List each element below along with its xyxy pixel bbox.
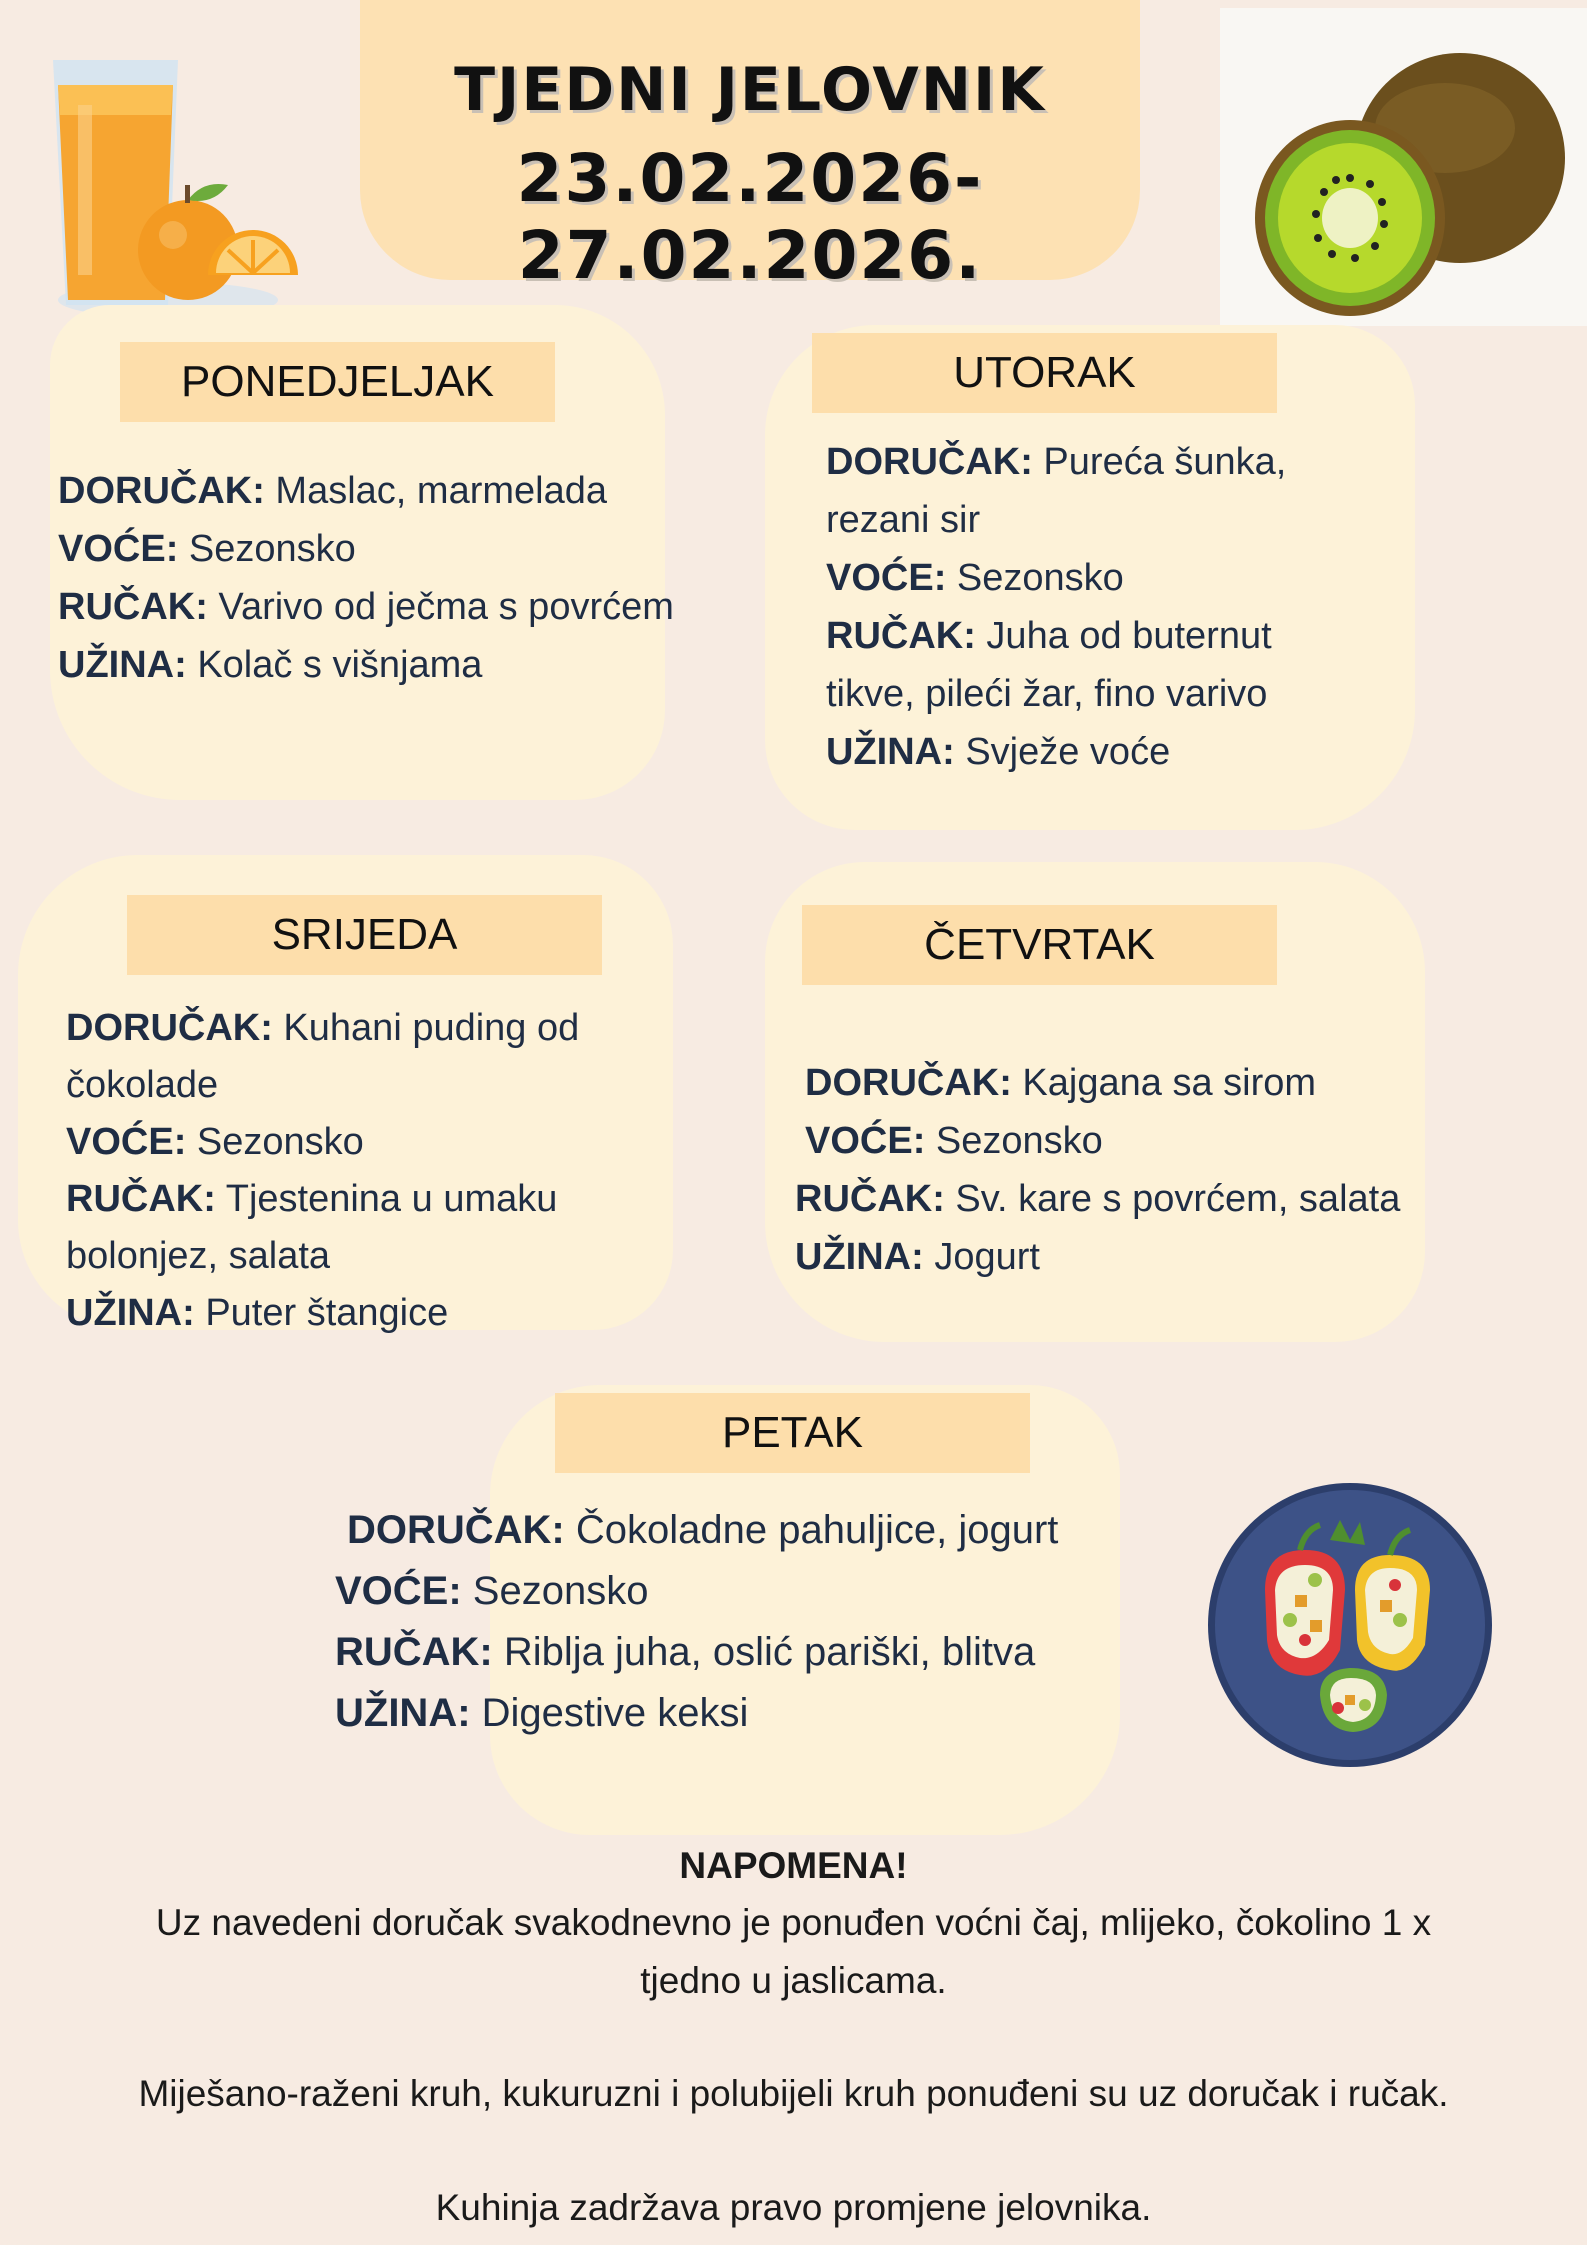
menu-line: DORUČAK: Maslac, marmelada (58, 470, 607, 512)
kiwi-image (1220, 8, 1587, 326)
menu-line: UŽINA: Jogurt (795, 1236, 1040, 1278)
note-title: NAPOMENA! (679, 1845, 908, 1886)
orange-juice-icon (28, 45, 308, 325)
page-title: TJEDNI JELOVNIK (454, 55, 1046, 125)
menu-line: RUČAK: Tjestenina u umaku (66, 1178, 558, 1220)
day-label-wednesday: SRIJEDA (127, 895, 602, 975)
menu-line: DORUČAK: Čokoladne pahuljice, jogurt (347, 1508, 1059, 1552)
monday-menu (58, 462, 674, 694)
kiwi-icon (1220, 8, 1587, 326)
menu-line: DORUČAK: Pureća šunka, (826, 441, 1287, 483)
day-label-thursday: ČETVRTAK (802, 905, 1277, 985)
menu-line: UŽINA: Kolač s višnjama (58, 644, 483, 686)
menu-line: rezani sir (826, 499, 981, 541)
note-line-4: Kuhinja zadržava pravo promjene jelovnika. (435, 2187, 1152, 2228)
menu-line: UŽINA: Puter štangice (66, 1292, 449, 1334)
note-line-3: Miješano-raženi kruh, kukuruzni i polubijeli kruh ponuđeni su uz doručak i ručak. (138, 2073, 1449, 2114)
thursday-menu (795, 1054, 1400, 1286)
menu-line: VOĆE: Sezonsko (66, 1121, 364, 1163)
menu-line: RUČAK: Juha od buternut (826, 615, 1272, 657)
date-range: 23.02.2026-27.02.2026. (516, 140, 984, 294)
menu-line: čokolade (66, 1064, 219, 1106)
menu-line: RUČAK: Sv. kare s povrćem, salata (795, 1178, 1401, 1220)
menu-line: VOĆE: Sezonsko (826, 557, 1124, 599)
menu-line: DORUČAK: Kajgana sa sirom (805, 1062, 1317, 1104)
tuesday-menu (826, 433, 1286, 781)
menu-line: tikve, pileći žar, fino varivo (826, 673, 1268, 715)
menu-line: VOĆE: Sezonsko (335, 1569, 649, 1613)
menu-line: bolonjez, salata (66, 1235, 331, 1277)
menu-line: RUČAK: Varivo od ječma s povrćem (58, 586, 674, 628)
stuffed-peppers-icon (1205, 1480, 1495, 1770)
note-line-1: Uz navedeni doručak svakodnevno je ponuđen voćni čaj, mlijeko, čokolino 1 x (155, 1902, 1432, 1943)
day-label-tuesday: UTORAK (812, 333, 1277, 413)
menu-line: UŽINA: Svježe voće (826, 731, 1171, 773)
note-line-2: tjedno u jaslicama. (640, 1960, 947, 2001)
menu-line: UŽINA: Digestive keksi (335, 1691, 749, 1735)
menu-line: VOĆE: Sezonsko (58, 528, 356, 570)
wednesday-menu (66, 1000, 579, 1342)
menu-line: DORUČAK: Kuhani puding od (66, 1007, 580, 1049)
day-label-friday: PETAK (555, 1393, 1030, 1473)
friday-menu (335, 1500, 1058, 1744)
menu-line: VOĆE: Sezonsko (805, 1120, 1103, 1162)
menu-line: RUČAK: Riblja juha, oslić pariški, blitva (335, 1630, 1036, 1674)
day-label-monday: PONEDJELJAK (120, 342, 555, 422)
